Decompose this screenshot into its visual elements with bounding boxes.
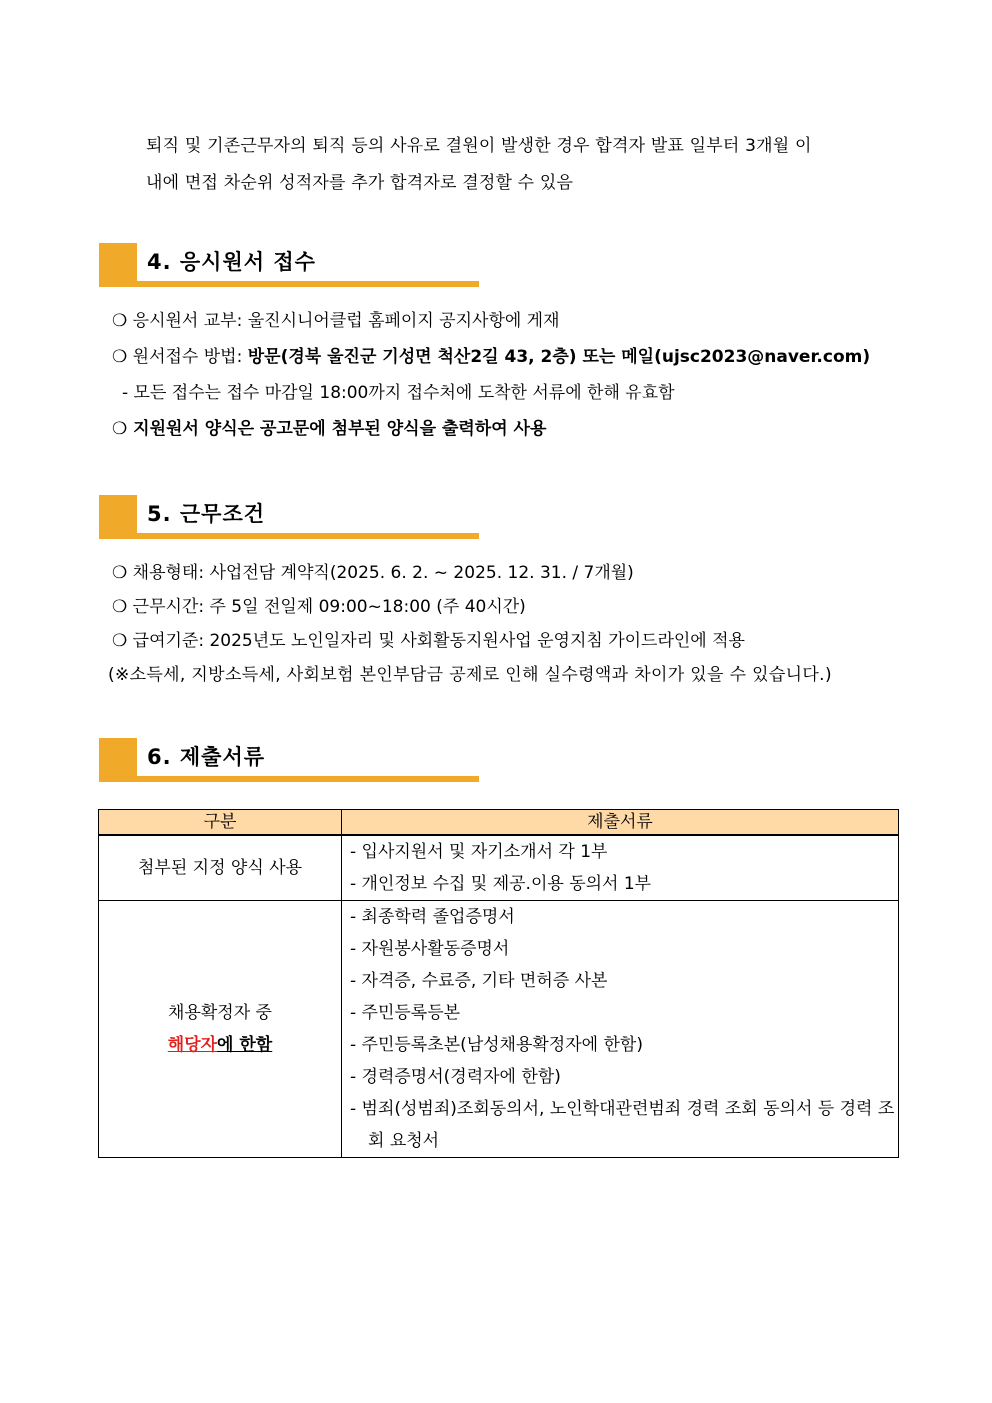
row-2-label-line-2 [99, 1029, 341, 1061]
circle-bullet-icon: ❍ [112, 311, 128, 331]
section-underline [137, 533, 479, 539]
section-underline-left [99, 778, 137, 782]
table-row [99, 835, 899, 901]
table-header-documents: 제출서류 [342, 810, 899, 836]
section-5-item-3 [112, 628, 745, 654]
section-4-item-2-prefix: 원서접수 방법: [132, 347, 248, 367]
section-underline-left [99, 283, 137, 287]
list-item: - 최종학력 졸업증명서 [350, 907, 515, 927]
section-6-heading [99, 738, 479, 786]
section-5-title: 5. 근무조건 [147, 502, 266, 526]
section-4-item-1 [112, 308, 560, 334]
section-marker-block [99, 495, 137, 535]
row-2-label-highlight: 해당자 [167, 1035, 218, 1055]
table-header-category: 구분 [99, 810, 342, 836]
table-row [99, 901, 899, 1158]
section-marker-block [99, 243, 137, 283]
intro-line-2: 내에 면접 차순위 성적자를 추가 합격자로 결정할 수 있음 [146, 173, 574, 193]
section-underline [137, 281, 479, 287]
section-4-title: 4. 응시원서 접수 [147, 250, 316, 274]
row-1-items [342, 835, 899, 901]
section-underline-left [99, 535, 137, 539]
section-5-item-2-text: 근무시간: 주 5일 전일제 09:00~18:00 (주 40시간) [132, 597, 526, 617]
section-4-item-3-text: 지원원서 양식은 공고문에 첨부된 양식을 출력하여 사용 [133, 419, 547, 439]
section-4-heading [99, 243, 479, 291]
list-item: - 개인정보 수집 및 제공.이용 동의서 1부 [350, 874, 652, 894]
row-2-items [342, 901, 899, 1158]
section-5-item-2 [112, 594, 526, 620]
list-item: - 경력증명서(경력자에 한함) [350, 1067, 561, 1087]
section-underline [137, 776, 479, 782]
documents-table [98, 809, 899, 1158]
section-5-heading [99, 495, 479, 543]
section-4-item-1-text: 응시원서 교부: 울진시니어클럽 홈페이지 공지사항에 게재 [132, 311, 560, 331]
section-5-note: (※소득세, 지방소득세, 사회보험 본인부담금 공제로 인해 실수령액과 차이가 있을 수 있습니다.) [108, 665, 832, 685]
section-4-item-3 [112, 416, 546, 442]
row-1-label: 첨부된 지정 양식 사용 [99, 835, 342, 901]
row-2-label-line-1: 채용확정자 중 [168, 1003, 272, 1023]
row-2-label-tail: 에 한함 [217, 1035, 273, 1055]
section-marker-block [99, 738, 137, 778]
list-item: - 자격증, 수료증, 기타 면허증 사본 [350, 971, 608, 991]
section-5-item-1-text: 채용형태: 사업전담 계약직(2025. 6. 2. ~ 2025. 12. 31. / 7개월) [132, 563, 634, 583]
list-item: - 자원봉사활동증명서 [350, 939, 510, 959]
section-6-title: 6. 제출서류 [147, 745, 266, 769]
section-4-item-2-note: - 모든 접수는 접수 마감일 18:00까지 접수처에 도착한 서류에 한해 유효함 [122, 383, 675, 403]
section-4-item-2 [112, 344, 870, 370]
table-header-row [99, 810, 899, 836]
section-4-item-2-bold: 방문(경북 울진군 기성면 척산2길 43, 2층) 또는 메일(ujsc2023@naver.com) [247, 347, 871, 367]
list-item: - 입사지원서 및 자기소개서 각 1부 [350, 842, 608, 862]
list-item: - 주민등록등본 [350, 1003, 461, 1023]
circle-bullet-icon: ❍ [112, 597, 128, 617]
circle-bullet-icon: ❍ [112, 347, 128, 367]
section-5-item-1 [112, 560, 634, 586]
intro-line-1: 퇴직 및 기존근무자의 퇴직 등의 사유로 결원이 발생한 경우 합격자 발표 일부터 3개월 이 [146, 136, 812, 156]
intro-paragraph [146, 128, 898, 202]
circle-bullet-icon: ❍ [112, 563, 128, 583]
section-5-item-3-text: 급여기준: 2025년도 노인일자리 및 사회활동지원사업 운영지침 가이드라인에 적용 [132, 631, 745, 651]
list-item: - 범죄(성범죄)조회동의서, 노인학대관련범죄 경력 조회 동의서 등 경력 조회 요청서 [350, 1099, 895, 1151]
list-item: - 주민등록초본(남성채용확정자에 한함) [350, 1035, 643, 1055]
circle-bullet-icon: ❍ [112, 631, 128, 651]
circle-bullet-icon: ❍ [112, 419, 128, 439]
row-2-label [99, 901, 342, 1158]
